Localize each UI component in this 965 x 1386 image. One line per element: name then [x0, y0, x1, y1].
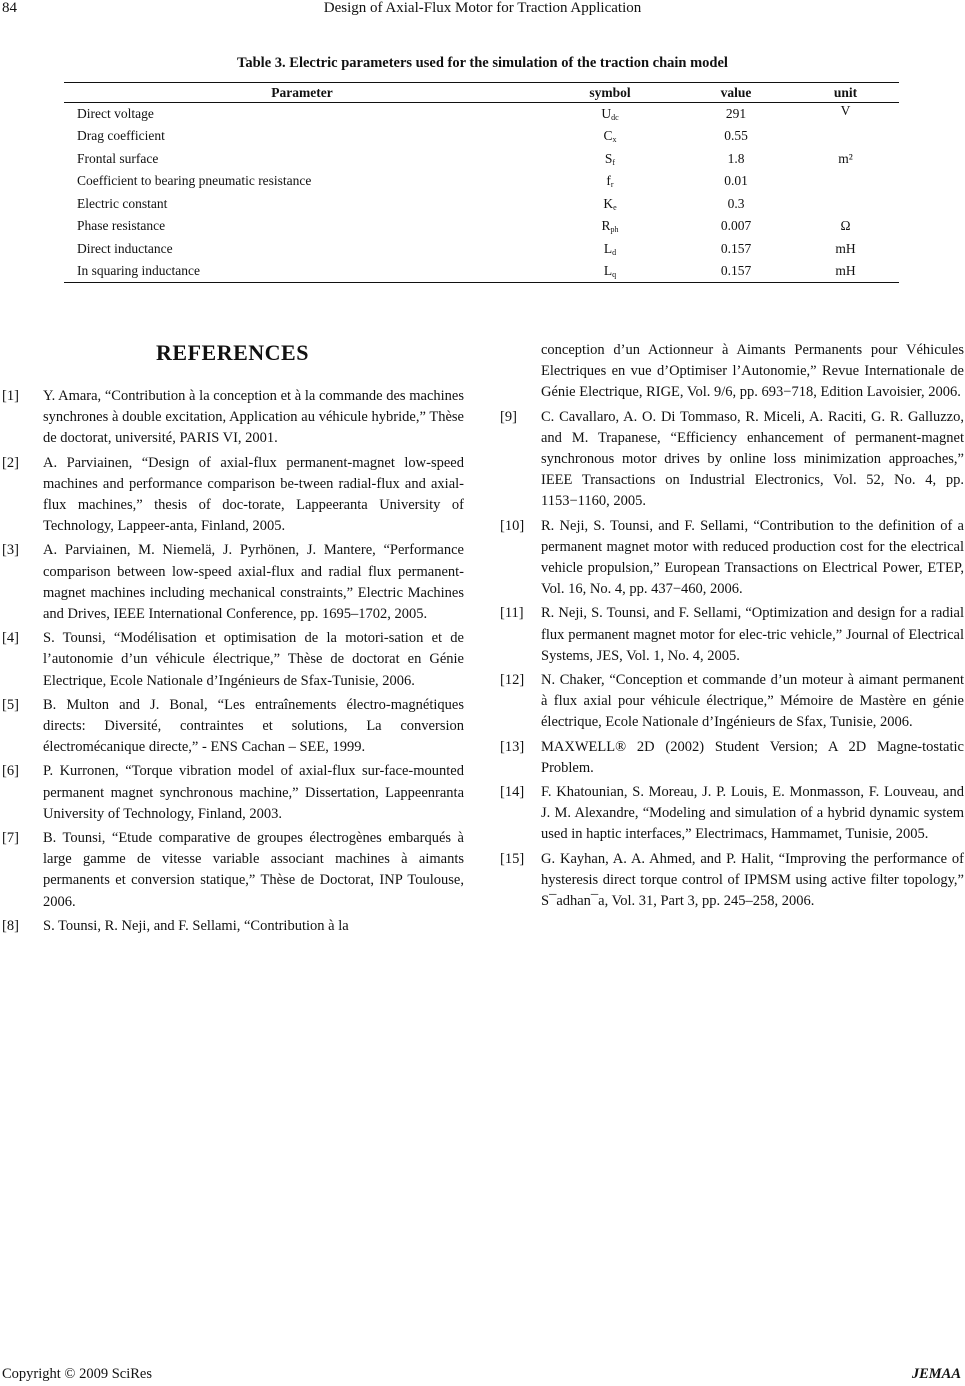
unit-cell: Ω	[840, 218, 851, 234]
table-row	[64, 238, 899, 261]
reference-item	[0, 386, 480, 450]
symbol-cell	[540, 103, 680, 126]
reference-text: G. Kayhan, A. A. Ahmed, and P. Halit, “Improving the performance of hysteresis direct torque control of IPMSM using active filter topology,” S¯adhan¯a, Vol. 31, Part 3, pp. 245–258, 2006.	[541, 850, 964, 910]
table-header-row	[64, 83, 899, 103]
parameter-cell: Coefficient to bearing pneumatic resistance	[77, 173, 312, 189]
journal-name: JEMAA	[911, 1366, 961, 1382]
column-header-symbol: symbol	[589, 84, 631, 100]
column-header-value: value	[720, 84, 752, 100]
parameter-cell: Drag coefficient	[77, 128, 165, 144]
reference-text: C. Cavallaro, A. O. Di Tommaso, R. Miceli, A. Raciti, G. R. Galluzzo, and M. Trapanese, “Efficiency enhancement of permanent-magnet synchronous motor drives by online loss minimization approaches,” IEEE Transactions on Industrial Electronics, Vol. 52, No. 4, pp. 1153−1160, 2005.	[541, 408, 964, 510]
reference-item	[500, 670, 965, 734]
symbol-subscript: q	[612, 270, 617, 279]
symbol-cell	[540, 215, 680, 238]
symbol-cell	[540, 170, 680, 193]
running-header	[0, 0, 965, 24]
column-header-unit: unit	[833, 84, 858, 100]
reference-continuation: conception d’un Actionneur à Aimants Permanents pour Véhicules Electriques en vue d’Optimiser l’Autonomie,” Revue Internationale de Génie Electrique, RIGE, Vol. 9/6, pp. 693−718, Edition Lavoisier, 2006.	[541, 342, 964, 401]
right-column	[500, 340, 965, 915]
reference-number: [15]	[500, 850, 525, 867]
parameter-cell: In squaring inductance	[77, 263, 200, 278]
reference-number: [14]	[500, 784, 525, 801]
reference-number: [9]	[500, 408, 517, 425]
reference-item	[500, 516, 965, 601]
unit-cell: m²	[838, 150, 853, 166]
reference-number: [7]	[2, 830, 19, 847]
reference-text: R. Neji, S. Tounsi, and F. Sellami, “Contribution to the definition of a permanent magnet motor with reduced production cost for the electrical vehicle propulsion,” European Transactions on Electrical Power, ETEP, Vol. 16, No. 4, pp. 437−460, 2006.	[541, 517, 964, 598]
reference-number: [3]	[2, 542, 19, 559]
value-cell: 0.157	[720, 263, 752, 278]
reference-item	[500, 737, 965, 779]
unit-cell	[792, 125, 899, 148]
reference-text: Y. Amara, “Contribution à la conception et à la commande des machines synchrones à double excitation, Application au véhicule hybride,” Thèse de doctorat, université, PARIS VI, 2001.	[43, 388, 464, 447]
reference-item	[0, 695, 480, 759]
symbol-subscript: x	[612, 135, 617, 145]
table-row	[64, 193, 899, 216]
reference-item	[0, 828, 480, 913]
symbol-base: U	[601, 106, 612, 121]
parameter-cell: Frontal surface	[77, 150, 159, 166]
unit-cell: mH	[835, 240, 856, 256]
value-cell: 0.157	[720, 240, 752, 256]
unit-cell: V	[840, 103, 851, 118]
table-row	[64, 125, 899, 148]
reference-text: N. Chaker, “Conception et commande d’un moteur à aimant permanent à flux axial pour véhicule électrique,” Mémoire de Mastère en génie électrique, Ecole Nationale d’Ingénieurs de Sfax, Tunisie, 2006.	[541, 672, 964, 731]
table-caption: Table 3. Electric parameters used for the simulation of the traction chain model	[237, 55, 728, 71]
reference-text: R. Neji, S. Tounsi, and F. Sellami, “Optimization and design for a radial flux permanent magnet motor for elec-tric vehicle,” Journal of Electrical Systems, JES, Vol. 1, No. 4, 2005.	[541, 605, 964, 664]
symbol-cell	[540, 238, 680, 261]
reference-text: S. Tounsi, “Modélisation et optimisation de la motori-sation et de l’autonomie d’un véhicule électrique,” Thèse de doctorat en Génie Electrique, Ecole Nationale d’Ingénieurs de Sfax-Tunisie, 2006.	[43, 630, 464, 689]
symbol-cell	[540, 193, 680, 216]
reference-text: P. Kurronen, “Torque vibration model of axial-flux sur-face-mounted permanent magnet synchronous machine,” Dissertation, Lappeenranta University of Technology, Finland, 2003.	[43, 763, 464, 822]
unit-cell	[792, 170, 899, 193]
symbol-base: S	[604, 150, 613, 166]
left-column	[0, 340, 480, 940]
symbol-base: K	[603, 195, 614, 211]
reference-item	[500, 782, 965, 846]
parameter-cell: Direct voltage	[77, 106, 154, 121]
parameter-cell: Direct inductance	[77, 240, 173, 256]
reference-number: [1]	[2, 388, 19, 404]
reference-text: B. Multon and J. Bonal, “Les entraînements électro-magnétiques directs: Diversité, contraintes et solutions, La conversion électromécanique directe,” - ENS Cachan – SEE, 1999.	[43, 696, 464, 756]
value-cell: 1.8	[727, 150, 745, 166]
symbol-subscript: f	[612, 157, 616, 167]
reference-text: MAXWELL® 2D (2002) Student Version; A 2D Magne-tostatic Problem.	[541, 738, 964, 776]
table-row	[64, 215, 899, 238]
symbol-subscript: r	[610, 180, 614, 190]
parameters-table	[64, 82, 899, 283]
table-row	[64, 148, 899, 171]
symbol-base: L	[603, 263, 613, 278]
reference-number: [12]	[500, 672, 525, 689]
value-cell: 0.3	[727, 195, 745, 211]
value-cell: 291	[725, 106, 747, 121]
reference-item	[0, 453, 480, 538]
symbol-subscript: ph	[610, 225, 619, 235]
table-row	[64, 103, 899, 126]
reference-item	[500, 849, 965, 913]
symbol-subscript: e	[613, 202, 617, 212]
reference-item	[500, 603, 965, 667]
reference-item	[0, 916, 480, 937]
symbol-base: f	[606, 173, 611, 189]
reference-item	[0, 761, 480, 825]
parameter-cell: Phase resistance	[77, 218, 166, 234]
symbol-cell	[540, 148, 680, 171]
value-cell: 0.01	[724, 173, 748, 189]
symbol-cell	[540, 260, 680, 283]
running-title: Design of Axial-Flux Motor for Traction Application	[323, 0, 642, 16]
page-footer	[0, 1366, 965, 1386]
table-row	[64, 170, 899, 193]
symbol-subscript: d	[612, 247, 617, 257]
value-cell: 0.55	[724, 128, 748, 144]
reference-text: B. Tounsi, “Etude comparative de groupes électrogènes embarqués à large gamme de vitesse variable associant machines à aimants permanents et conversion statique,” Thèse de Doctorat, INP Toulouse, 2006.	[43, 830, 464, 910]
reference-number: [8]	[2, 917, 19, 934]
copyright-notice: Copyright © 2009 SciRes	[2, 1366, 152, 1382]
reference-text: A. Parviainen, M. Niemelä, J. Pyrhönen, J. Mantere, “Performance comparison between low-speed axial-flux and radial flux permanent-magnet machines including mechanical constraints,” Electric Machines and Drives, IEEE International Conference, pp. 1695–1702, 2005.	[43, 542, 464, 623]
reference-text: A. Parviainen, “Design of axial-flux permanent-magnet low-speed machines and performance comparison be-tween radial-flux and axial-flux machines,” thesis of doc-torate, Lappeeranta University of Technology, Lappeer-anta, Finland, 2005.	[43, 454, 464, 535]
reference-item	[0, 628, 480, 692]
reference-number: [10]	[500, 517, 525, 534]
reference-number: [11]	[500, 605, 524, 622]
unit-cell	[792, 193, 899, 216]
symbol-base: R	[601, 218, 611, 234]
symbol-cell	[540, 125, 680, 148]
reference-number: [6]	[2, 763, 19, 780]
table-row	[64, 260, 899, 283]
unit-cell: mH	[835, 263, 856, 278]
reference-number: [2]	[2, 454, 19, 471]
reference-text: S. Tounsi, R. Neji, and F. Sellami, “Contribution à la	[43, 917, 349, 934]
value-cell: 0.007	[720, 218, 752, 234]
symbol-base: L	[603, 240, 613, 256]
symbol-subscript: dc	[611, 113, 619, 122]
reference-item	[0, 540, 480, 625]
reference-item	[500, 407, 965, 513]
reference-number: [4]	[2, 630, 19, 647]
column-header-parameter: Parameter	[271, 84, 333, 100]
reference-text: F. Khatounian, S. Moreau, J. P. Louis, E. Monmasson, F. Louveau, and J. M. Alexandre, “Modeling and simulation of a hybrid dynamic system used in haptic interfaces,” Electrimacs, Hammamet, Tunisie, 2005.	[541, 784, 964, 843]
references-heading: REFERENCES	[156, 340, 309, 365]
reference-number: [13]	[500, 738, 525, 755]
reference-number: [5]	[2, 696, 19, 713]
parameter-cell: Electric constant	[77, 195, 168, 211]
page-number: 84	[2, 0, 17, 16]
symbol-base: C	[603, 128, 613, 144]
